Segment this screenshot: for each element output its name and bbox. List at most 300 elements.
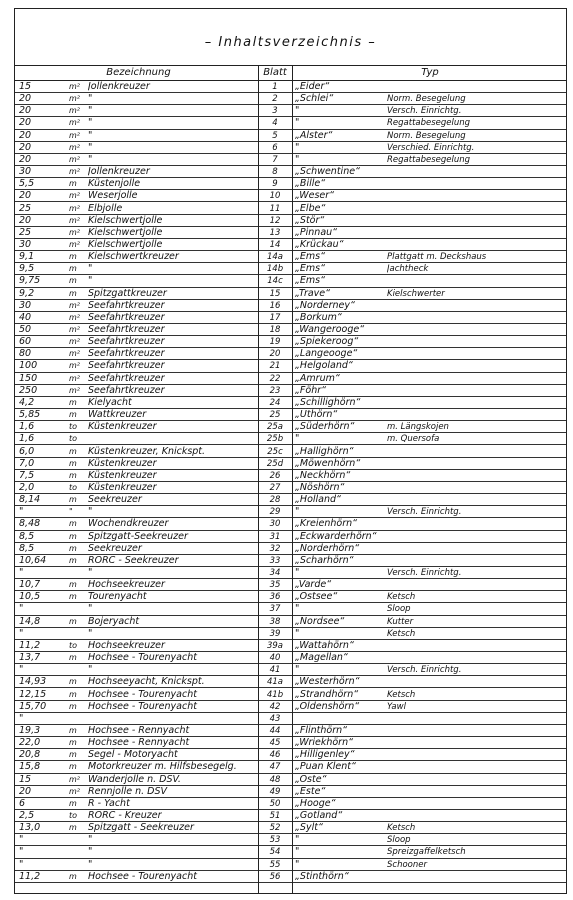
unit-cell: m (69, 446, 77, 456)
sheet-cell: 33 (269, 555, 281, 566)
size-cell: 11,2 (19, 639, 41, 651)
type-cell: „Ems“ (295, 263, 326, 275)
designation-cell: RORC - Seekreuzer (88, 554, 179, 566)
type-cell: „Ostsee“ (295, 591, 338, 603)
remark-cell (387, 786, 565, 797)
designation-cell: Küstenkreuzer (88, 469, 157, 481)
designation-cell: Spitzgatt - Seekreuzer (88, 822, 194, 834)
remark-cell: Verschied. Einrichtg. (387, 142, 475, 153)
table-row (15, 494, 566, 506)
type-cell: „Nöshörn“ (295, 481, 345, 493)
table-row (15, 482, 566, 494)
unit-cell: m² (69, 373, 80, 383)
table-row (15, 312, 566, 324)
remark-cell (387, 531, 565, 542)
sheet-cell: 24 (269, 397, 281, 408)
table-row (15, 871, 566, 883)
remark-cell (387, 470, 565, 481)
sheet-cell: 3 (272, 106, 278, 117)
designation-cell: Seefahrtkreuzer (88, 372, 165, 384)
unit-cell: m (69, 470, 77, 480)
table-row (15, 446, 566, 458)
size-cell: 10,64 (19, 554, 47, 566)
sheet-cell: 17 (269, 312, 281, 323)
type-cell: „Weser“ (295, 190, 335, 202)
unit-cell: m² (69, 312, 80, 322)
sheet-cell: 25d (266, 458, 284, 469)
type-cell: " (295, 433, 300, 445)
type-cell: „Ems“ (295, 275, 326, 287)
table-row (15, 846, 566, 858)
size-cell: 50 (19, 324, 32, 335)
type-cell: " (295, 603, 300, 615)
designation-cell: Kielschwertjolle (88, 226, 163, 238)
remark-cell: m. Quersofa (387, 434, 440, 445)
type-cell: „Spiekeroog“ (295, 336, 359, 348)
sheet-cell: 6 (272, 142, 278, 153)
designation-cell: " (88, 141, 93, 153)
size-cell: 1,6 (19, 421, 35, 433)
table-row (15, 142, 566, 154)
type-cell: „Langeooge“ (295, 348, 358, 360)
sheet-cell: 34 (269, 568, 281, 578)
size-cell: " (19, 506, 24, 518)
unit-cell (69, 834, 87, 845)
unit-cell: to (69, 811, 78, 820)
type-cell: „Schillighörn“ (295, 396, 361, 408)
table-row (15, 567, 566, 579)
sheet-cell: 39a (266, 640, 284, 651)
size-cell: 9,75 (19, 275, 41, 287)
unit-cell: m² (69, 349, 80, 359)
type-cell: „Süderhörn“ (295, 421, 355, 433)
designation-cell: Kielschwertjolle (88, 238, 163, 250)
unit-cell: m (69, 798, 77, 808)
unit-cell: m² (69, 130, 80, 140)
sheet-cell: 14b (266, 264, 284, 275)
table-row (15, 749, 566, 761)
unit-cell: m (69, 495, 77, 505)
sheet-cell: 25b (266, 434, 284, 445)
sheet-cell: 26 (269, 470, 281, 481)
size-cell: 7,0 (19, 457, 35, 469)
designation-cell: Küstenkreuzer (88, 481, 157, 493)
table-row (15, 458, 566, 470)
size-cell: 6 (19, 797, 26, 809)
remark-cell (387, 409, 565, 420)
table-row (15, 470, 566, 482)
table-row (15, 166, 566, 178)
remark-cell (387, 810, 565, 821)
unit-cell: m (69, 823, 77, 833)
type-cell: „Bille“ (295, 178, 326, 190)
remark-cell (387, 713, 565, 724)
remark-cell: Schooner (387, 859, 427, 870)
type-cell: " (295, 117, 300, 129)
sheet-cell: 20 (269, 349, 281, 360)
size-cell: 20 (19, 105, 32, 117)
size-cell: 8,5 (19, 542, 35, 554)
size-cell: 9,5 (19, 263, 35, 275)
size-cell: 9,1 (19, 251, 35, 263)
table-row (15, 664, 566, 676)
remark-cell: Kielschwerter (387, 288, 445, 299)
sheet-cell: 13 (269, 227, 281, 238)
unit-cell: m (69, 543, 77, 553)
size-cell: " (19, 834, 24, 846)
header-designation: Bezeichnung (106, 67, 171, 78)
table-row (15, 360, 566, 372)
remark-cell (387, 871, 565, 882)
remark-cell (387, 324, 565, 335)
designation-cell: Seekreuzer (88, 542, 142, 554)
sheet-cell: 35 (269, 580, 281, 591)
remark-cell (387, 275, 565, 286)
table-row (15, 725, 566, 737)
table-row (15, 433, 566, 445)
unit-cell: m (69, 264, 77, 274)
size-cell: 8,48 (19, 518, 41, 530)
remark-cell: Norm. Besegelung (387, 130, 466, 141)
designation-cell: " (88, 263, 93, 275)
type-cell: " (295, 846, 300, 858)
sheet-cell: 44 (269, 725, 281, 736)
unit-cell: m² (69, 215, 80, 225)
unit-cell: m (69, 871, 77, 881)
remark-cell (387, 203, 565, 214)
remark-cell (387, 178, 565, 189)
type-cell: „Schwentine“ (295, 166, 360, 178)
sheet-cell: 4 (272, 118, 278, 129)
size-cell: " (19, 664, 24, 676)
size-cell: 20 (19, 153, 32, 165)
sheet-cell: 14c (267, 276, 283, 287)
unit-cell: m (69, 458, 77, 468)
remark-cell (387, 397, 565, 408)
table-row (15, 251, 566, 263)
type-cell: „Neckhörn“ (295, 469, 351, 481)
remark-cell (387, 798, 565, 809)
unit-cell: m (69, 750, 77, 760)
type-cell: „Scharhörn“ (295, 554, 354, 566)
type-cell: " (295, 141, 300, 153)
size-cell: 20 (19, 190, 32, 202)
remark-cell (387, 300, 565, 311)
size-cell: 5,5 (19, 178, 35, 190)
type-cell: " (295, 506, 300, 518)
designation-cell: Tourenyacht (88, 591, 147, 603)
unit-cell: m (69, 531, 77, 541)
designation-cell: Seefahrtkreuzer (88, 324, 165, 335)
unit-cell: m (69, 677, 77, 687)
unit-cell: m² (69, 774, 80, 784)
designation-cell: " (88, 858, 93, 870)
table-row (15, 154, 566, 166)
size-cell: 15,70 (19, 700, 47, 712)
remark-cell (387, 348, 565, 359)
sheet-cell: 22 (269, 373, 281, 384)
table-row (15, 288, 566, 300)
sheet-cell: 48 (269, 774, 281, 785)
designation-cell: R - Yacht (88, 797, 130, 809)
remark-cell (387, 774, 565, 785)
sheet-cell: 28 (269, 495, 281, 506)
size-cell: 20 (19, 93, 32, 105)
designation-cell: Hochsee - Tourenyacht (88, 688, 197, 700)
type-cell: „Wangerooge“ (295, 324, 365, 335)
designation-cell: " (88, 275, 93, 287)
table-row (15, 701, 566, 713)
designation-cell: Hochseekreuzer (88, 639, 165, 651)
size-cell: 8,14 (19, 494, 41, 506)
unit-cell: m² (69, 142, 80, 152)
table-row (15, 203, 566, 215)
type-cell: " (295, 627, 300, 639)
sheet-cell: 32 (269, 543, 281, 554)
designation-cell: Segel - Motoryacht (88, 749, 178, 761)
designation-cell: RORC - Kreuzer (88, 810, 162, 821)
unit-cell: m (69, 555, 77, 565)
remark-cell (387, 640, 565, 651)
remark-cell: Regattabesegelung (387, 118, 471, 129)
remark-cell (387, 518, 565, 529)
type-cell: " (295, 664, 300, 676)
type-cell: „Wriekhörn“ (295, 737, 354, 749)
size-cell: 20 (19, 129, 32, 141)
header-type: Typ (421, 67, 439, 78)
remark-cell (387, 227, 565, 238)
unit-cell: m² (69, 239, 80, 249)
sheet-cell: 42 (269, 701, 281, 712)
type-cell: „Nordsee“ (295, 615, 345, 627)
remark-cell (387, 446, 565, 457)
table-row (15, 786, 566, 798)
sheet-cell: 47 (269, 762, 281, 773)
table-row (15, 336, 566, 348)
designation-cell: Wochendkreuzer (88, 518, 169, 530)
table-row (15, 640, 566, 652)
unit-cell: m (69, 179, 77, 189)
designation-cell: Seekreuzer (88, 494, 142, 506)
designation-cell: " (88, 153, 93, 165)
table-header (15, 65, 566, 81)
type-cell: „Schlei“ (295, 93, 334, 105)
table-row (15, 263, 566, 275)
unit-cell (69, 603, 87, 614)
table-row (15, 628, 566, 640)
sheet-cell: 56 (269, 871, 281, 882)
table-row (15, 239, 566, 251)
sheet-cell: 54 (269, 847, 281, 858)
type-cell: „Hallighörn“ (295, 445, 354, 457)
sheet-cell: 31 (269, 531, 281, 542)
size-cell: 2,5 (19, 810, 35, 821)
remark-cell (387, 336, 565, 347)
unit-cell: m (69, 580, 77, 590)
unit-cell: to (69, 434, 78, 444)
sheet-cell: 46 (269, 750, 281, 761)
unit-cell: m (69, 288, 77, 298)
unit-cell: m (69, 397, 77, 407)
table-row (15, 798, 566, 810)
unit-cell: m² (69, 325, 80, 334)
remark-cell (387, 676, 565, 687)
table-row (15, 531, 566, 543)
unit-cell: m (69, 725, 77, 735)
table-row (15, 105, 566, 117)
remark-cell: Versch. Einrichtg. (387, 665, 462, 676)
remark-cell (387, 737, 565, 748)
table-row (15, 810, 566, 822)
type-cell: " (295, 834, 300, 846)
type-cell: " (295, 567, 300, 578)
sheet-cell: 15 (269, 288, 281, 299)
designation-cell: Küstenjolle (88, 178, 141, 190)
type-cell: „Borkum“ (295, 311, 342, 323)
remark-cell: Versch. Einrichtg. (387, 568, 462, 578)
designation-cell: " (88, 117, 93, 129)
size-cell: 20 (19, 214, 32, 226)
type-cell: „Ems“ (295, 251, 326, 263)
type-cell: „Sylt“ (295, 822, 323, 834)
unit-cell (69, 846, 87, 857)
sheet-cell: 52 (269, 823, 281, 834)
title-box (15, 9, 566, 66)
remark-cell: Ketsch (387, 592, 416, 603)
sheet-cell: 27 (269, 482, 281, 493)
sheet-cell: 16 (269, 300, 281, 311)
type-cell: „Este“ (295, 785, 326, 797)
remark-cell: Norm. Besegelung (387, 94, 466, 105)
designation-cell: " (88, 567, 93, 578)
designation-cell: " (88, 506, 93, 518)
type-cell: „Alster“ (295, 129, 333, 141)
table-row (15, 591, 566, 603)
designation-cell: Hochsee - Rennyacht (88, 724, 190, 736)
size-cell: 60 (19, 336, 32, 348)
size-cell: 14,93 (19, 676, 47, 688)
size-cell: 13,0 (19, 822, 41, 834)
unit-cell: m² (69, 385, 80, 395)
type-cell: „Norderhörn“ (295, 542, 360, 554)
table-row (15, 348, 566, 360)
size-cell: " (19, 603, 24, 615)
table-row (15, 737, 566, 749)
table-row (15, 859, 566, 871)
table-row (15, 227, 566, 239)
size-cell: " (19, 627, 24, 639)
sheet-cell: 10 (269, 191, 281, 202)
table-row (15, 822, 566, 834)
sheet-cell: 9 (272, 179, 278, 190)
type-cell: „Trave“ (295, 287, 331, 299)
table-row (15, 81, 566, 93)
type-cell (295, 713, 385, 724)
sheet-cell: 23 (269, 385, 281, 396)
size-cell: 15 (19, 81, 32, 92)
remark-cell (387, 215, 565, 226)
unit-cell: m (69, 252, 77, 262)
size-cell: 30 (19, 166, 32, 178)
type-cell: „Oste“ (295, 773, 327, 785)
sheet-cell: 40 (269, 653, 281, 664)
designation-cell (88, 713, 258, 724)
size-cell: " (19, 567, 24, 578)
designation-cell: Spitzgattkreuzer (88, 287, 167, 299)
remark-cell: Yawl (387, 701, 406, 712)
size-cell: 22,0 (19, 737, 41, 749)
column-divider-right (292, 65, 293, 893)
unit-cell: m² (69, 154, 80, 164)
type-cell: „Norderney“ (295, 299, 355, 311)
remark-cell: Ketsch (387, 823, 416, 834)
type-cell: „Strandhörn“ (295, 688, 359, 700)
sheet-cell: 2 (272, 94, 278, 105)
remark-cell: Sloop (387, 604, 411, 615)
sheet-cell: 37 (269, 604, 281, 615)
type-cell: „Magellan“ (295, 652, 348, 664)
table-row (15, 421, 566, 433)
remark-cell (387, 543, 565, 554)
sheet-cell: 50 (269, 798, 281, 809)
table-row (15, 713, 566, 725)
remark-cell: Ketsch (387, 628, 416, 639)
table-row (15, 275, 566, 287)
sheet-cell: 25a (266, 422, 284, 433)
designation-cell: Bojeryacht (88, 615, 140, 627)
type-cell: „Oldenshörn“ (295, 700, 360, 712)
remark-cell: Versch. Einrichtg. (387, 106, 462, 117)
type-cell: „Wattahörn“ (295, 639, 354, 651)
sheet-cell: 21 (269, 361, 281, 372)
unit-cell: m (69, 738, 77, 748)
designation-cell: Küstenkreuzer (88, 457, 157, 469)
table-row (15, 652, 566, 664)
designation-cell: Seefahrtkreuzer (88, 384, 165, 396)
remark-cell (387, 239, 565, 250)
sheet-cell: 12 (269, 215, 281, 226)
table-row (15, 616, 566, 628)
size-cell: 20,8 (19, 749, 41, 761)
type-cell: „Eider“ (295, 81, 330, 92)
type-cell: „Westerhörn“ (295, 676, 360, 688)
type-cell: „Elbe“ (295, 202, 326, 214)
size-cell: 20 (19, 141, 32, 153)
sheet-cell: 51 (269, 811, 281, 821)
unit-cell: m² (69, 118, 80, 128)
unit-cell (69, 713, 87, 724)
sheet-cell: 41a (266, 677, 284, 688)
table-row (15, 579, 566, 591)
sheet-cell: 39 (269, 628, 281, 639)
remark-cell (387, 373, 565, 384)
designation-cell: Weserjolle (88, 190, 138, 202)
designation-cell: " (88, 129, 93, 141)
table-row (15, 409, 566, 421)
designation-cell: Küstenkreuzer, Knickspt. (88, 445, 206, 457)
table-row (15, 373, 566, 385)
remark-cell (387, 494, 565, 505)
type-cell: „Pinnau“ (295, 226, 338, 238)
size-cell: 25 (19, 202, 32, 214)
designation-cell: Hochseeyacht, Knickspt. (88, 676, 205, 688)
size-cell: 250 (19, 384, 38, 396)
type-cell: „Holland“ (295, 494, 341, 506)
table-row (15, 689, 566, 701)
size-cell: 30 (19, 238, 32, 250)
sheet-cell: 8 (272, 167, 278, 178)
sheet-cell: 55 (269, 859, 281, 870)
